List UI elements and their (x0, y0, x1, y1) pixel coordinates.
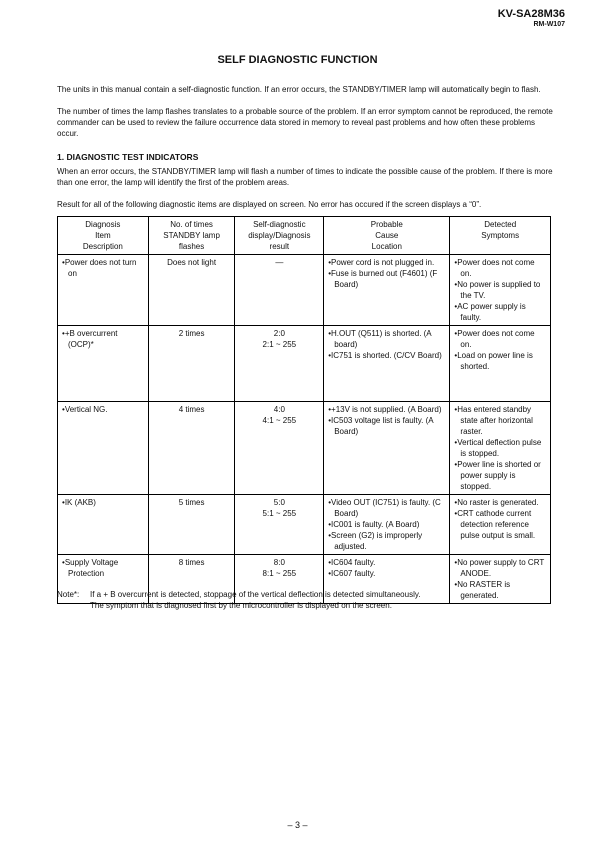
cause-cell: • Power cord is not plugged in. • Fuse is burned out (F4601) (F Board) (324, 255, 450, 326)
flashes-cell: 4 times (148, 402, 235, 495)
intro-paragraph-2: The number of times the lamp flashes translates to a probable source of the problem. If an error symptom cannot be reproduced, the remote commander can be used to review the failure occurrence data stored in memory to reveal past problems and how often these problems occur. (57, 107, 553, 138)
table-row (58, 402, 551, 495)
model-number: KV-SA28M36 (497, 8, 565, 20)
col-header-display: Self-diagnostic display/Diagnosis result (235, 217, 324, 255)
item-cell: • IK (AKB) (58, 495, 149, 555)
table-row (58, 255, 551, 326)
document-header (498, 8, 565, 29)
section-heading: 1. DIAGNOSTIC TEST INDICATORS (57, 152, 199, 162)
table-row (58, 326, 551, 402)
display-cell: 2:0 2:1 ~ 255 (235, 326, 324, 402)
flashes-cell: 2 times (148, 326, 235, 402)
footnote-line-1: If a + B overcurrent is detected, stoppage of the vertical deflection is detected simultaneously. (90, 590, 421, 599)
col-header-flashes: No. of times STANDBY lamp flashes (148, 217, 235, 255)
footnote-line-2: The symptom that is diagnosed first by the microcontroller is displayed on the screen. (90, 601, 392, 610)
cause-cell: • IC604 faulty. • IC607 faulty. (324, 555, 450, 604)
table-header-row (58, 217, 551, 255)
diagnostic-table (57, 216, 551, 604)
footnote (57, 589, 420, 611)
display-cell: 4:0 4:1 ~ 255 (235, 402, 324, 495)
symptoms-cell: • Power does not come on. • No power is supplied to the TV. • AC power supply is faulty. (450, 255, 551, 326)
section-paragraph-2: Result for all of the following diagnostic items are displayed on screen. No error has occured if the screen displays a “0”. (57, 200, 482, 209)
col-header-item: Diagnosis Item Description (58, 217, 149, 255)
col-header-cause: Probable Cause Location (324, 217, 450, 255)
item-cell: • Supply Voltage Protection (58, 555, 149, 604)
display-cell: — (235, 255, 324, 326)
remote-model: RM-W107 (533, 21, 565, 28)
section-paragraph-1: When an error occurs, the STANDBY/TIMER lamp will flash a number of times to indicate the possible cause of the problem. If there is more than one error, the lamp will identify the first of the problem areas. (57, 167, 553, 187)
display-cell: 8:0 8:1 ~ 255 (235, 555, 324, 604)
display-cell: 5:0 5:1 ~ 255 (235, 495, 324, 555)
item-cell: • Vertical NG. (58, 402, 149, 495)
item-cell: • +B overcurrent (OCP)* (58, 326, 149, 402)
col-header-symptoms: Detected Symptoms (450, 217, 551, 255)
cause-cell: • H.OUT (Q511) is shorted. (A board) • IC751 is shorted. (C/CV Board) (324, 326, 450, 402)
footnote-label: Note*: (57, 590, 80, 599)
item-cell: • Power does not turn on (58, 255, 149, 326)
page-number: – 3 – (287, 820, 308, 830)
symptoms-cell: • Has entered standby state after horizontal raster. • Vertical deflection pulse is stopped. • Power line is shorted or power supply is stopped. (450, 402, 551, 495)
flashes-cell: Does not light (148, 255, 235, 326)
flashes-cell: 5 times (148, 495, 235, 555)
symptoms-cell: • No power supply to CRT ANODE. • No RASTER is generated. (450, 555, 551, 604)
intro-paragraph-1: The units in this manual contain a self-diagnostic function. If an error occurs, the STANDBY/TIMER lamp will automatically begin to flash. (57, 85, 541, 94)
symptoms-cell: • No raster is generated. • CRT cathode current detection reference pulse output is small. (450, 495, 551, 555)
table-row (58, 495, 551, 555)
flashes-cell: 8 times (148, 555, 235, 604)
cause-cell: • Video OUT (IC751) is faulty. (C Board) • IC001 is faulty. (A Board) • Screen (G2) is improperly adjusted. (324, 495, 450, 555)
cause-cell: • +13V is not supplied. (A Board) • IC503 voltage list is faulty. (A Board) (324, 402, 450, 495)
symptoms-cell: • Power does not come on. • Load on power line is shorted. (450, 326, 551, 402)
page-title: SELF DIAGNOSTIC FUNCTION (217, 54, 378, 66)
